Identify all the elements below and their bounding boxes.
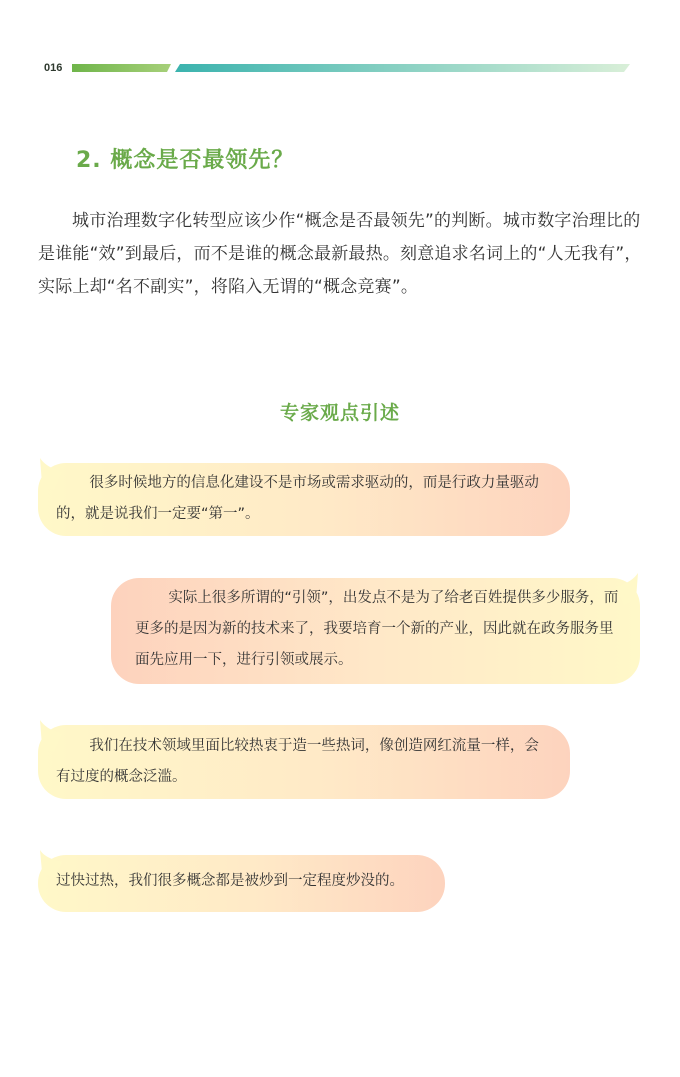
section-heading: 2. 概念是否最领先？ bbox=[76, 148, 295, 173]
header-decorative-bar bbox=[0, 60, 680, 76]
quote-text: 我们在技术领域里面比较热衷于造一些热词，像创造网红流量一样，会有过度的概念泛滥。 bbox=[56, 738, 539, 785]
page-number: 016 bbox=[44, 62, 63, 74]
quote-bubble bbox=[38, 725, 570, 799]
section-paragraph: 城市治理数字化转型应该少作“概念是否最领先”的判断。城市数字治理比的是谁能“效”到最后，而不是谁的概念最新最热。刻意追求名词上的“人无我有”，实际上却“名不副实”，将陷入无谓的“概念竞赛”。 bbox=[38, 211, 642, 297]
quote-text: 过快过热，我们很多概念都是被炒到一定程度炒没的。 bbox=[56, 873, 404, 889]
expert-quotes-title: 专家观点引述 bbox=[279, 402, 400, 424]
quote-bubble bbox=[111, 578, 640, 684]
quote-bubble bbox=[38, 463, 570, 536]
quote-text: 很多时候地方的信息化建设不是市场或需求驱动的，而是行政力量驱动的，就是说我们一定要“第一”。 bbox=[56, 475, 539, 522]
quote-bubble bbox=[38, 855, 445, 912]
header-bar-green-segment bbox=[72, 64, 171, 72]
quote-text: 实际上很多所谓的“引领”，出发点不是为了给老百姓提供多少服务，而更多的是因为新的技术来了，我要培育一个新的产业，因此就在政务服务里面先应用一下，进行引领或展示。 bbox=[135, 590, 619, 668]
header-bar-teal-segment bbox=[175, 64, 630, 72]
